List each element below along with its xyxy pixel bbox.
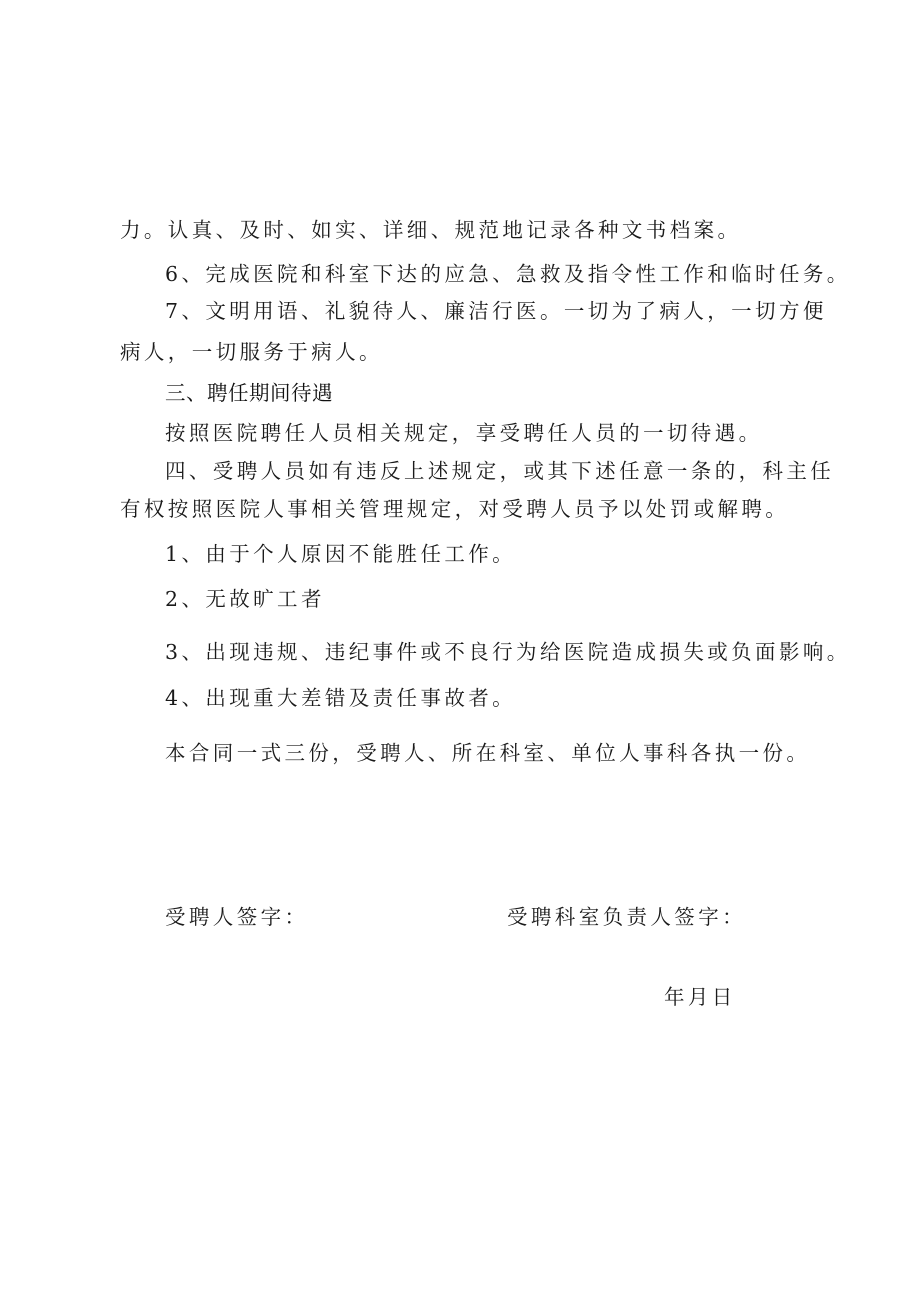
- department-head-signature-label: 受聘科室负责人签字：: [507, 905, 746, 929]
- list-item: 2、无故旷工者: [165, 587, 325, 611]
- section-heading: 三、聘任期间待遇: [165, 381, 333, 405]
- copies-statement: 本合同一式三份，受聘人、所在科室、单位人事科各执一份。: [165, 741, 811, 765]
- list-item: 3、出现违规、违纪事件或不良行为给医院造成损失或负面影响。: [165, 640, 851, 664]
- date-label: 年月日: [664, 985, 736, 1009]
- list-item: 1、由于个人原因不能胜任工作。: [165, 542, 517, 566]
- paragraph-line: 按照医院聘任人员相关规定，享受聘任人员的一切待遇。: [165, 421, 763, 445]
- paragraph-line: 有权按照医院人事相关管理规定，对受聘人员予以处罚或解聘。: [120, 497, 790, 521]
- employee-signature-label: 受聘人签字：: [165, 905, 309, 929]
- paragraph-line: 力。认真、及时、如实、详细、规范地记录各种文书档案。: [120, 218, 742, 242]
- paragraph-line: 四、受聘人员如有违反上述规定，或其下述任意一条的，科主任: [165, 459, 835, 483]
- paragraph-line: 病人，一切服务于病人。: [120, 340, 383, 364]
- list-item: 4、出现重大差错及责任事故者。: [165, 686, 517, 710]
- paragraph-line: 7、文明用语、礼貌待人、廉洁行医。一切为了病人，一切方便: [165, 299, 827, 323]
- paragraph-line: 6、完成医院和科室下达的应急、急救及指令性工作和临时任务。: [165, 262, 851, 286]
